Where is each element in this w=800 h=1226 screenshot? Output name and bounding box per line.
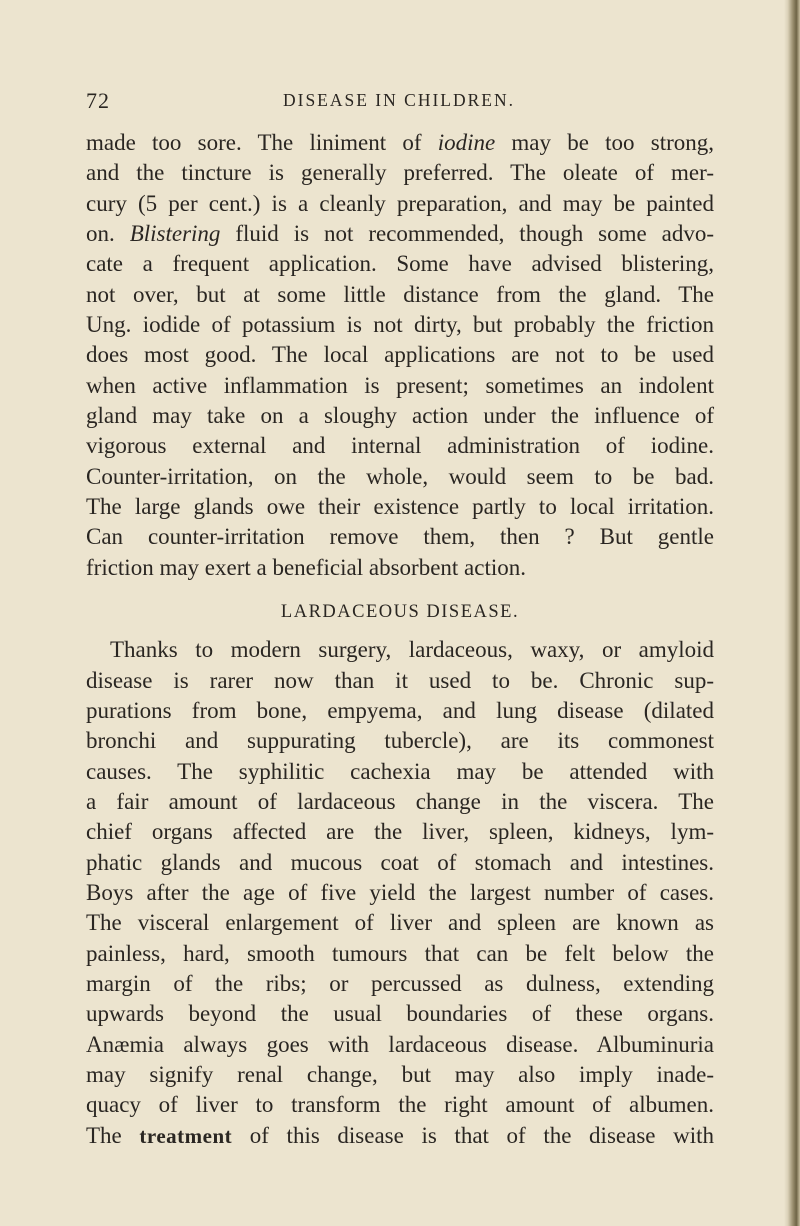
text-line: cury (5 per cent.) is a cleanly preparation, and may be painted — [86, 190, 714, 216]
page-number: 72 — [86, 88, 110, 113]
text-line: Counter-irritation, on the whole, would seem to be bad. — [86, 463, 714, 489]
text-line: friction may exert a beneficial absorbent action. — [86, 554, 526, 580]
running-head: DISEASE IN CHILDREN. — [282, 90, 515, 110]
text-line: phatic glands and mucous coat of stomach and intestines. — [86, 849, 714, 875]
text-line: The large glands owe their existence partly to local irritation. — [86, 494, 714, 520]
text-line: The treatment of this disease is that of the disease with — [86, 1122, 714, 1148]
text-line: Thanks to modern surgery, lardaceous, waxy, or amyloid — [110, 637, 714, 663]
text-line: painless, hard, smooth tumours that can be felt below the — [86, 940, 714, 966]
text-line: vigorous external and internal administration of iodine. — [86, 433, 714, 459]
page-body — [86, 128, 714, 1151]
book-page-edge — [788, 0, 800, 1226]
text-line: disease is rarer now than it used to be. Chronic sup- — [86, 667, 714, 693]
text-line: chief organs affected are the liver, spleen, kidneys, lym- — [86, 819, 714, 845]
text-line: not over, but at some little distance from the gland. The — [86, 281, 714, 307]
text-line: cate a frequent application. Some have advised blistering, — [86, 251, 714, 277]
page-header — [86, 88, 712, 118]
paragraph-treatment-of-glands — [86, 128, 714, 583]
text-line: margin of the ribs; or percussed as dulness, extending — [86, 970, 714, 996]
text-line: a fair amount of lardaceous change in the viscera. The — [86, 788, 714, 814]
text-line: purations from bone, empyema, and lung disease (dilated — [86, 697, 714, 723]
text-line: Boys after the age of five yield the largest number of cases. — [86, 879, 714, 905]
text-line: quacy of liver to transform the right amount of albumen. — [86, 1092, 714, 1118]
bold-term: treatment — [139, 1123, 233, 1148]
paragraph-lardaceous-disease — [86, 635, 714, 1151]
italic-term: Blistering — [129, 221, 221, 247]
text-line: and the tincture is generally preferred. The oleate of mer- — [86, 160, 714, 186]
text-line: gland may take on a sloughy action under the influence of — [86, 403, 714, 429]
text-line: may signify renal change, but may also imply inade- — [86, 1061, 714, 1087]
text-line: bronchi and suppurating tubercle), are its commonest — [86, 728, 714, 754]
italic-term: iodine — [437, 130, 496, 155]
text-line: made too sore. The liniment of iodine may be too strong, — [86, 130, 714, 155]
text-line: causes. The syphilitic cachexia may be attended with — [86, 758, 714, 784]
text-line: Can counter-irritation remove them, then ? But gentle — [86, 524, 714, 550]
text-line: upwards beyond the usual boundaries of these organs. — [86, 1001, 714, 1027]
text-line: The visceral enlargement of liver and spleen are known as — [86, 910, 714, 936]
text-line: Ung. iodide of potassium is not dirty, but probably the friction — [86, 312, 714, 338]
text-line: does most good. The local applications are not to be used — [86, 342, 714, 368]
text-line: on. Blistering fluid is not recommended, though some advo- — [86, 221, 714, 247]
section-heading: LARDACEOUS DISEASE. — [280, 602, 520, 623]
text-line: Anæmia always goes with lardaceous disease. Albuminuria — [86, 1031, 714, 1057]
text-line: when active inflammation is present; sometimes an indolent — [86, 372, 714, 398]
